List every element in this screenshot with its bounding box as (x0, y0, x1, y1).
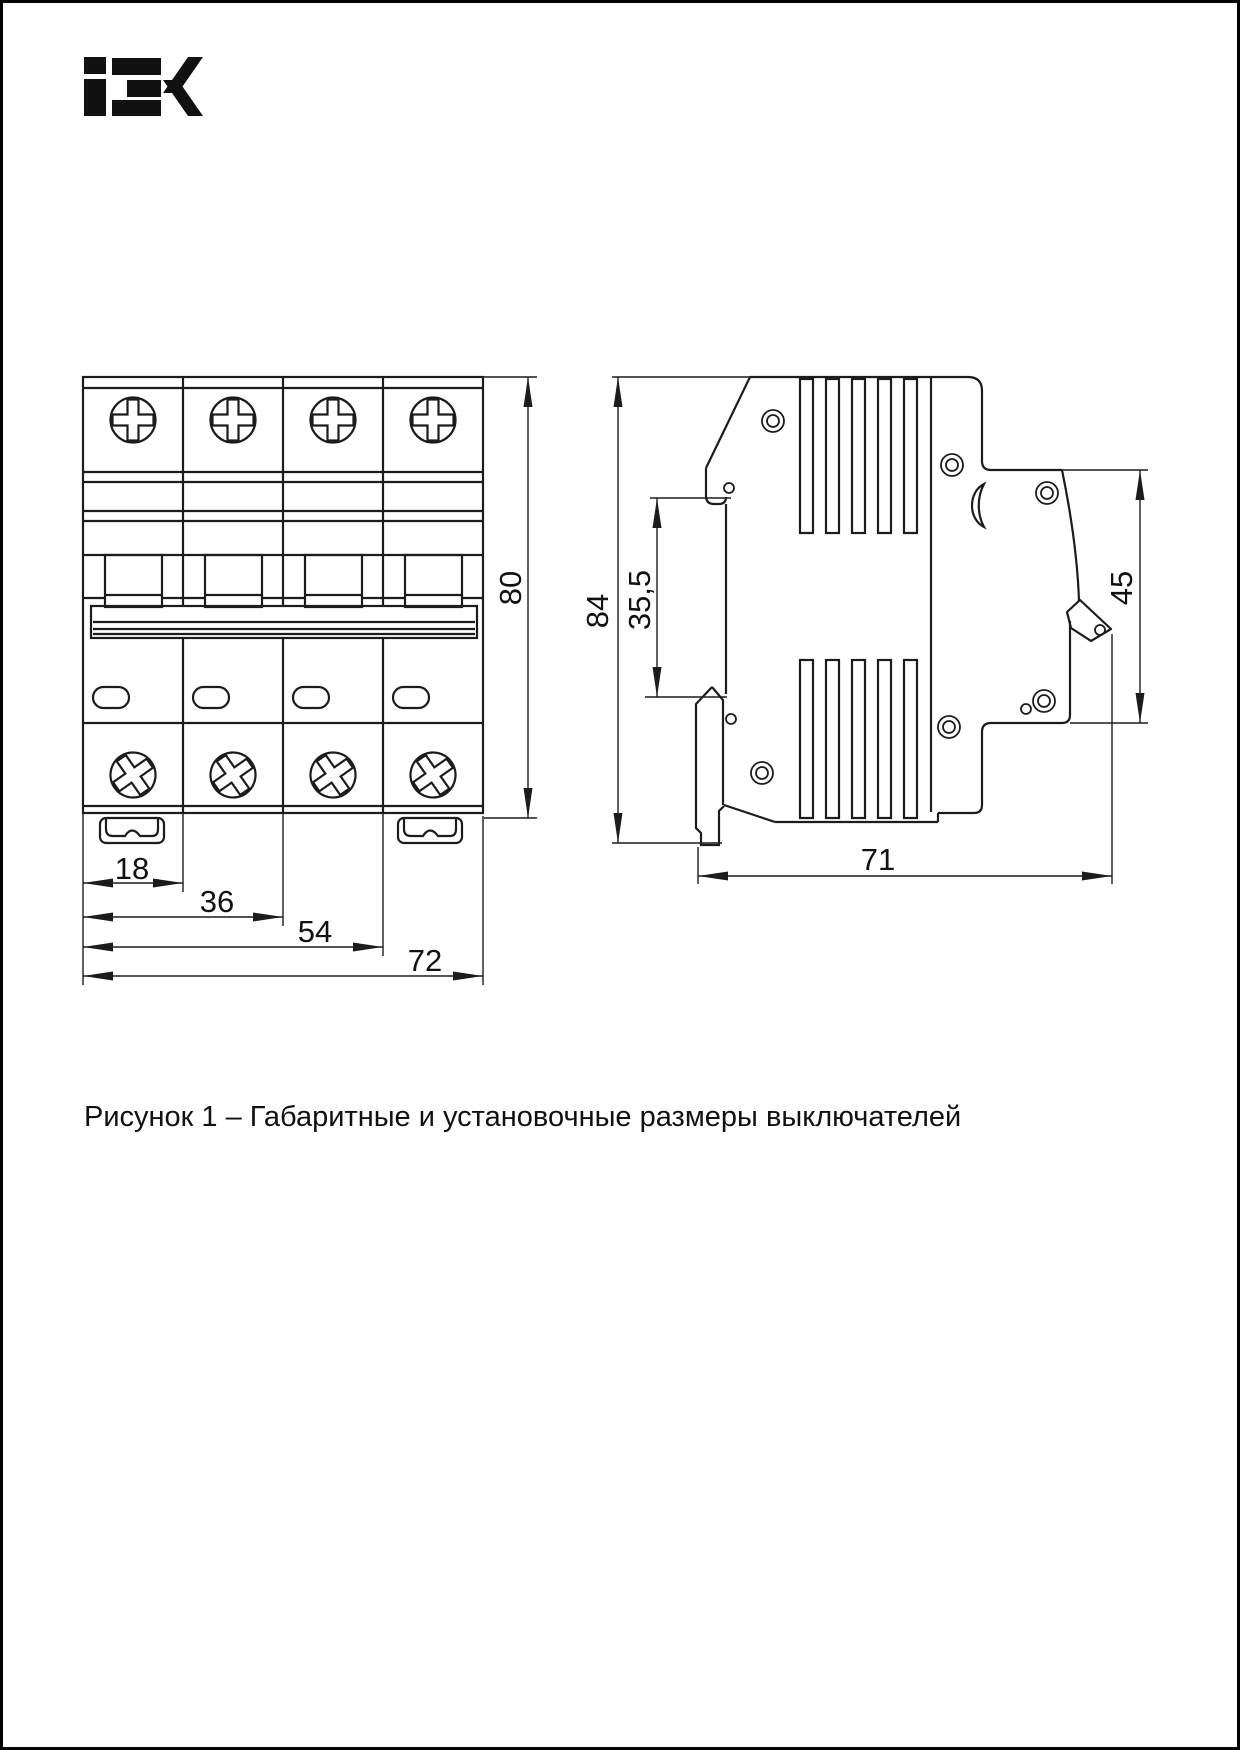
toggle-handle (205, 555, 262, 607)
screw-icon (311, 398, 356, 443)
vent-slots-top (800, 379, 917, 533)
logo-e-top-bar (112, 58, 161, 75)
rivet-icon (938, 716, 960, 738)
screw-icon (111, 398, 156, 443)
screw-icon (202, 744, 265, 807)
din-clip-inner (106, 818, 158, 836)
din-clip-inner (404, 818, 456, 836)
rivet-icon (1033, 690, 1055, 712)
oval-window (393, 687, 429, 708)
dim-label-36: 36 (199, 884, 235, 919)
dim-label-84: 84 (580, 593, 615, 629)
side-top-claw (706, 377, 750, 504)
screw-icon (211, 398, 256, 443)
toggle-handle (105, 555, 162, 607)
small-hole (1021, 704, 1031, 714)
rivet-icon (1036, 482, 1058, 504)
vent-slot (878, 379, 891, 533)
oval-window (293, 687, 329, 708)
figure-caption: Рисунок 1 – Габаритные и установочные размеры выключателей (84, 1101, 962, 1133)
vent-slot (904, 379, 917, 533)
side-face-curve (1062, 470, 1079, 601)
front-dimension-lines (83, 377, 528, 976)
front-view-drawing (83, 377, 537, 985)
dim-label-18: 18 (114, 851, 150, 886)
logo-e-mid-bar (127, 80, 161, 97)
logo-i-stem (84, 79, 106, 116)
vent-slot (852, 660, 865, 818)
vent-slot (878, 660, 891, 818)
dim-label-35-5: 35,5 (622, 569, 657, 631)
pivot-hole (724, 483, 734, 493)
rivet-icon (941, 454, 963, 476)
front-extension-lines (83, 377, 537, 985)
side-view-drawing (580, 377, 1148, 884)
handle-tie-bar (91, 606, 477, 638)
vent-slot (800, 379, 813, 533)
front-dim-arrows (83, 377, 533, 981)
dim-label-54: 54 (297, 914, 333, 949)
vent-slot (826, 379, 839, 533)
vent-slot (826, 660, 839, 818)
logo-i-dot (84, 57, 106, 74)
rivet-icon (762, 410, 784, 432)
din-clip-side (696, 687, 736, 845)
din-clips-front (100, 818, 462, 843)
screw-icon (102, 744, 165, 807)
dim-label-80: 80 (493, 570, 528, 606)
toggle-handle (305, 555, 362, 607)
dim-label-72: 72 (407, 943, 443, 978)
kidney-slot (972, 484, 984, 527)
dim-label-71: 71 (860, 842, 896, 877)
logo-e-bottom-bar (112, 100, 161, 116)
iek-logo (84, 57, 203, 116)
din-clip-side-outline (696, 687, 724, 845)
indicator-windows (93, 687, 429, 708)
vent-slot (800, 660, 813, 818)
screw-icon (302, 744, 365, 807)
oval-window (193, 687, 229, 708)
vent-slot (904, 660, 917, 818)
oval-window (93, 687, 129, 708)
screw-icon (411, 398, 456, 443)
vent-slots-bottom (800, 660, 917, 818)
pivot-hole (726, 714, 736, 724)
screw-icon (402, 744, 465, 807)
rivet-icon (751, 762, 773, 784)
side-lower-face (724, 621, 1070, 822)
vent-slot (852, 379, 865, 533)
tie-bar-ridges (93, 622, 475, 634)
dim-label-45: 45 (1104, 570, 1139, 606)
toggle-handle (405, 555, 462, 607)
